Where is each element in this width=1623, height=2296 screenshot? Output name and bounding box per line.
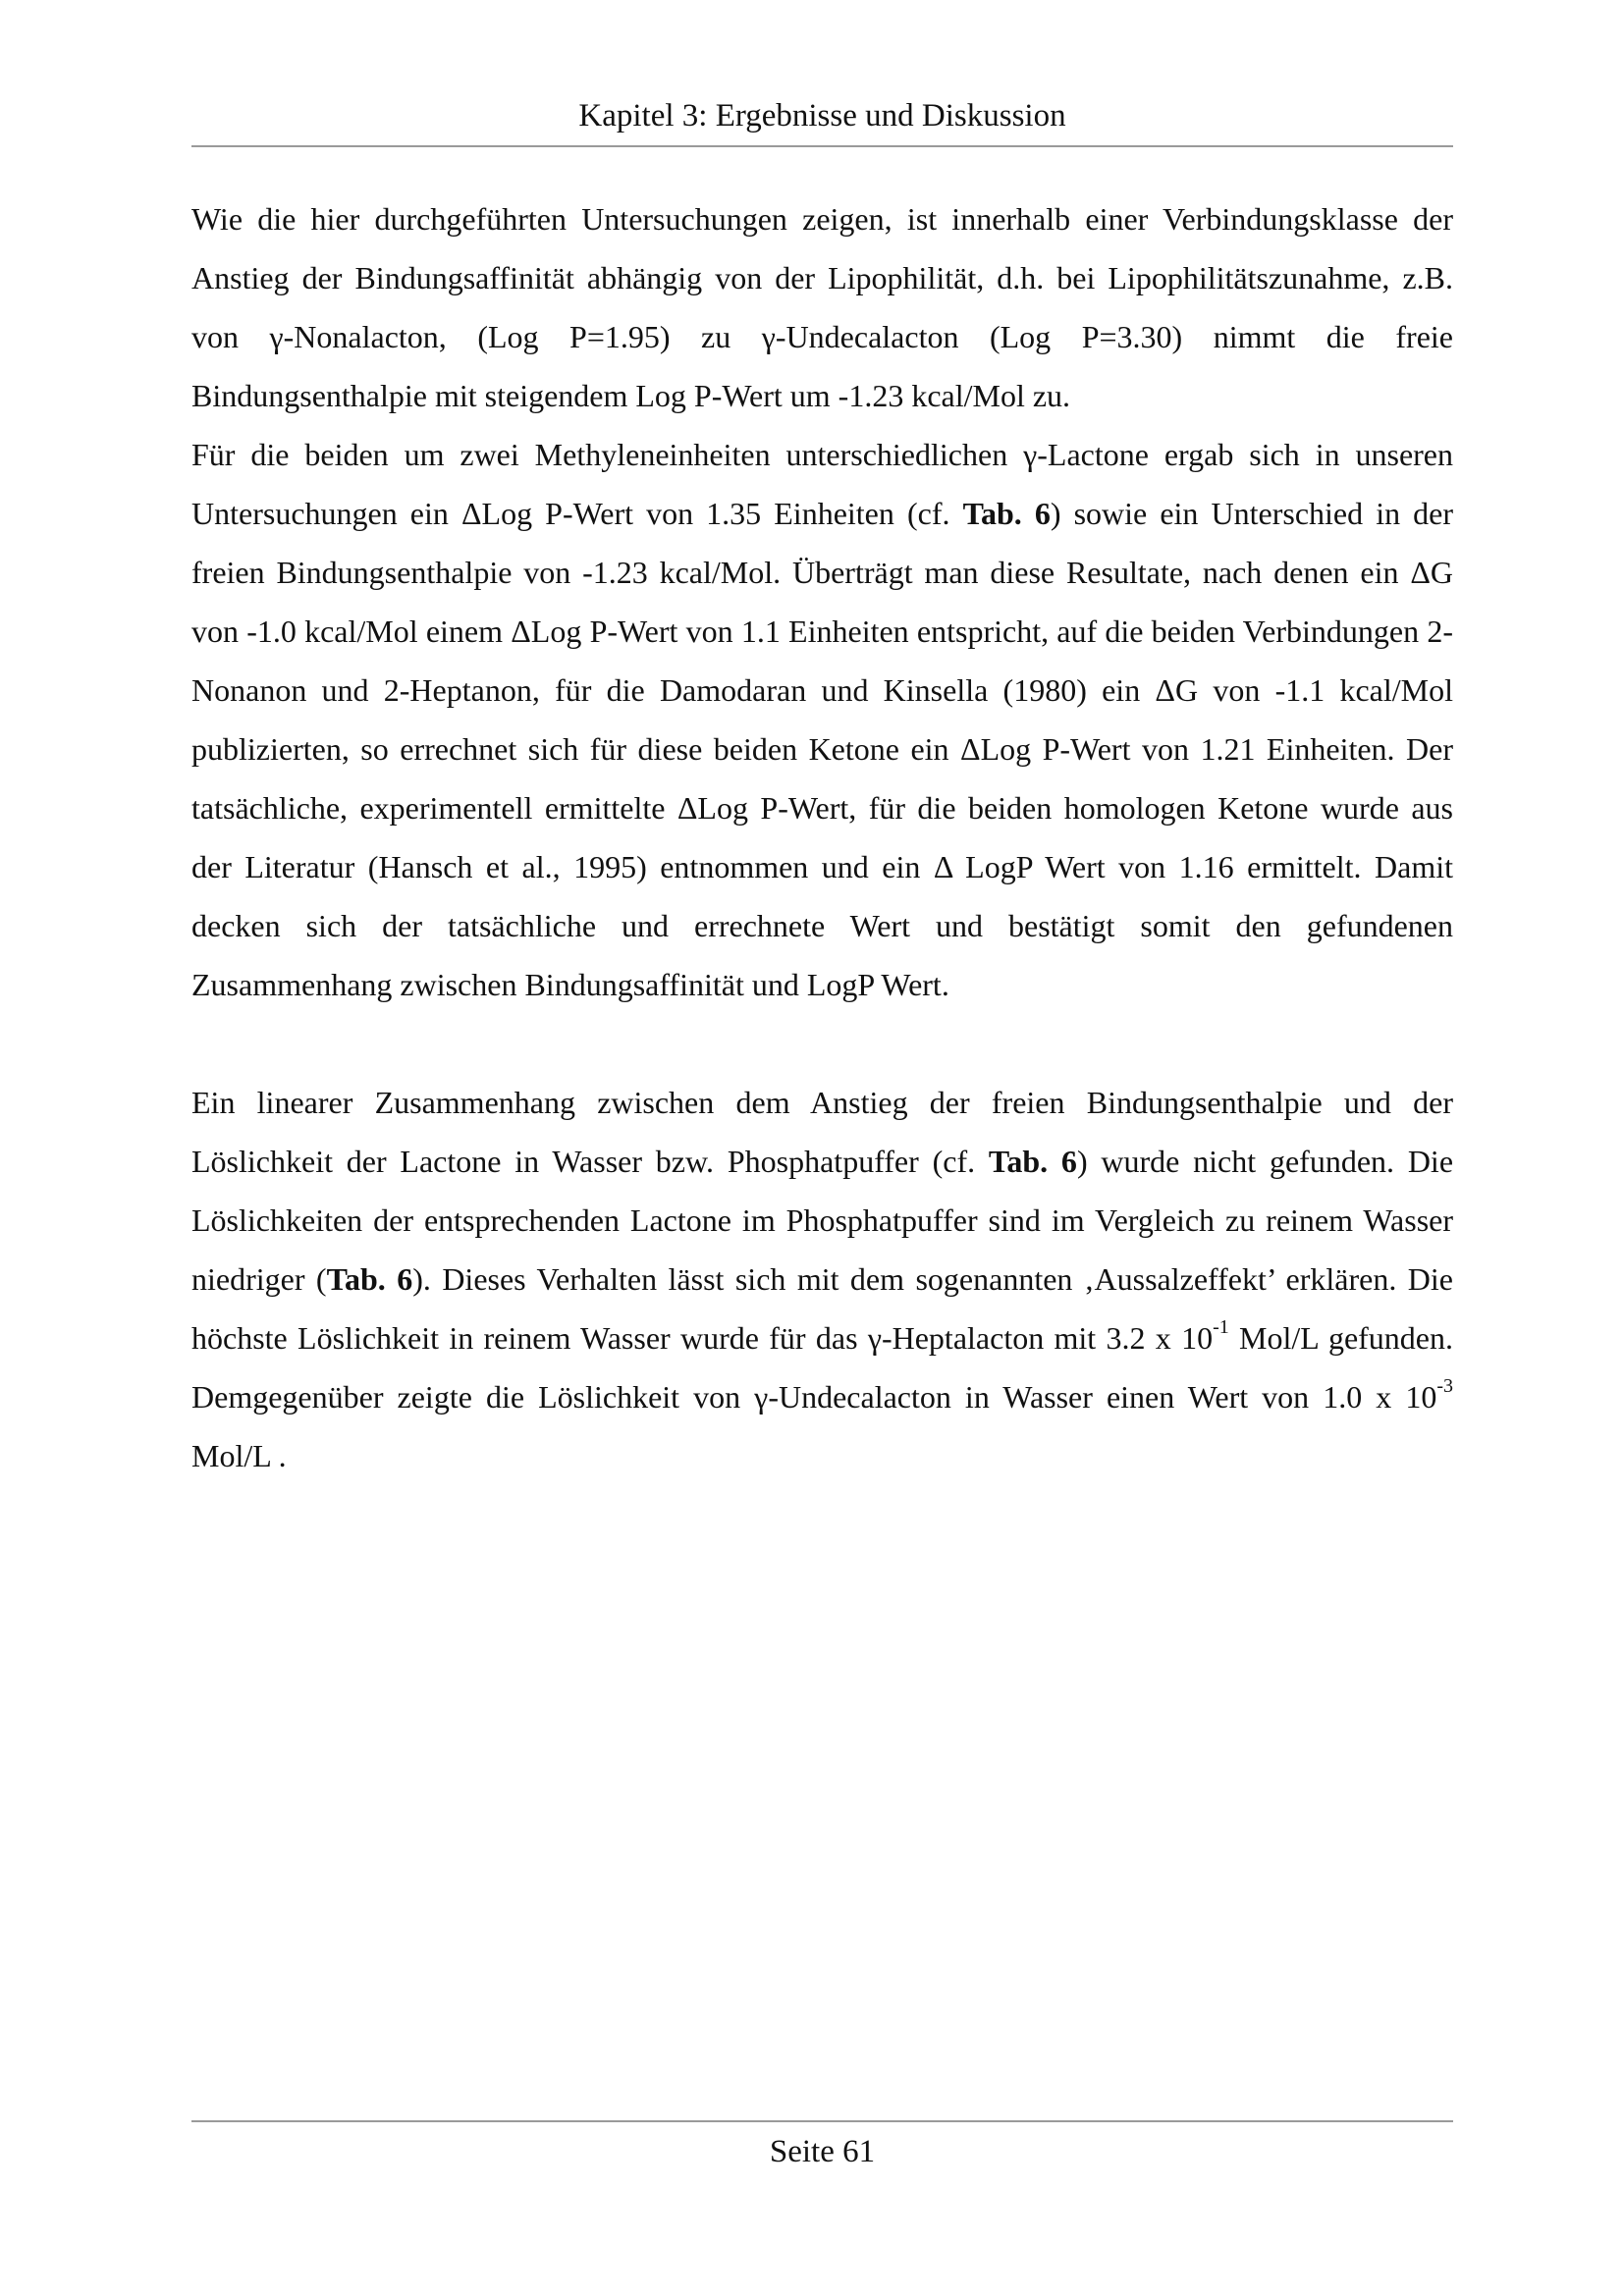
page-number: Seite 61 (769, 2134, 876, 2169)
table-reference: Tab. 6 (326, 1261, 413, 1297)
paragraph-2-text-b: ) sowie ein Unterschied in der freien Bindungsenthalpie von -1.23 kcal/Mol. Überträgt man diese Resultate, nach denen ein ΔG von -1.0 kcal/Mol einem ΔLog P-Wert von 1.1 Einheiten entspricht, auf die beiden Verbindungen 2-Nonanon und 2-Heptanon, für die Damodaran und Kinsella (1980) ein ΔG von -1.1 kcal/Mol publizierten, so errechnet sich für diese beiden Ketone ein ΔLog P-Wert von 1.21 Einheiten. Der tatsächliche, experimentell ermittelte ΔLog P-Wert, für die beiden homologen Ketone wurde aus der Literatur (Hansch et al., 1995) entnommen und ein Δ LogP Wert von 1.16 ermittelt. Damit decken sich der tatsächliche und errechnete Wert und bestätigt somit den gefundenen Zusammenhang zwischen Bindungsaffinität und LogP Wert. (191, 496, 1454, 1002)
paragraph-2 (191, 425, 1453, 1014)
footer-divider (191, 2120, 1453, 2122)
body-text (191, 189, 1453, 1485)
paragraph-3-text-d: Mol/L gefunden. Demgegenüber zeigte die Löslichkeit von γ-Undecalacton in Wasser einen Wert von 1.0 x 10 (191, 1320, 1454, 1415)
paragraph-3-text-c: ). Dieses Verhalten lässt sich mit dem sogenannten ‚Aussalzeffekt’ erklären. Die höchste Löslichkeit in reinem Wasser wurde für das γ-Heptalacton mit 3.2 x 10 (191, 1261, 1454, 1356)
paragraph-3 (191, 1073, 1453, 1485)
paragraph-2-text-a: Für die beiden um zwei Methyleneinheiten unterschiedlichen γ-Lactone ergab sich in unseren Untersuchungen ein ΔLog P-Wert von 1.35 Einheiten (cf. (191, 437, 1453, 531)
table-reference: Tab. 6 (962, 496, 1051, 531)
paragraph-3-text-a: Ein linearer Zusammenhang zwischen dem Anstieg der freien Bindungsenthalpie und der Löslichkeit der Lactone in Wasser bzw. Phosphatpuffer (cf. (191, 1085, 1453, 1179)
paragraph-3-text-b: ) wurde nicht gefunden. Die Löslichkeiten der entsprechenden Lactone im Phosphatpuffer sind im Vergleich zu reinem Wasser niedriger ( (191, 1144, 1454, 1297)
page-header: Kapitel 3: Ergebnisse und Diskussion (578, 98, 1066, 133)
paragraph-1-text: Wie die hier durchgeführten Untersuchungen zeigen, ist innerhalb einer Verbindungsklasse der Anstieg der Bindungsaffinität abhängig von der Lipophilität, d.h. bei Lipophilitätszunahme, z.B. von γ-Nonalacton, (Log P=1.95) zu γ-Undecalacton (Log P=3.30) nimmt die freie Bindungsenthalpie mit steigendem Log P-Wert um -1.23 kcal/Mol zu. (191, 201, 1453, 413)
exponent: -1 (1213, 1316, 1229, 1339)
header-divider (191, 145, 1453, 147)
paragraph-1 (191, 189, 1453, 425)
table-reference: Tab. 6 (988, 1144, 1077, 1179)
exponent: -3 (1436, 1375, 1453, 1398)
paragraph-3-text-e: Mol/L . (191, 1438, 287, 1473)
